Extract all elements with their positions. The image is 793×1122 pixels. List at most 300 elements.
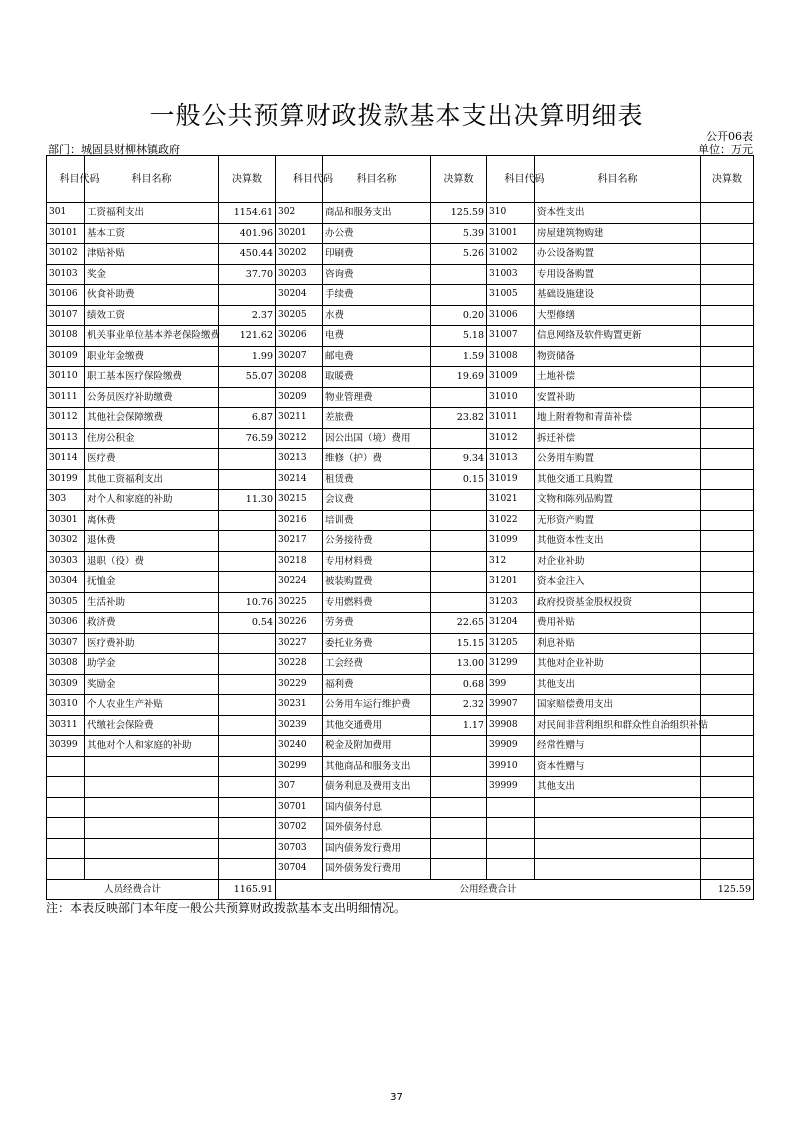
name-cell: 地上附着物和青苗补偿	[535, 408, 701, 429]
name-cell: 国外债务发行费用	[323, 859, 431, 880]
name-cell	[85, 797, 219, 818]
table-row	[47, 736, 754, 757]
name-cell: 公务用车运行维护费	[323, 695, 431, 716]
code-cell: 31019	[487, 469, 535, 490]
amount-cell: 2.37	[219, 305, 276, 326]
code-cell: 30302	[47, 531, 85, 552]
table-row	[47, 531, 754, 552]
name-cell: 水费	[323, 305, 431, 326]
table-row	[47, 818, 754, 839]
code-cell: 31099	[487, 531, 535, 552]
name-cell: 利息补贴	[535, 633, 701, 654]
code-cell: 30225	[276, 592, 323, 613]
name-cell: 租赁费	[323, 469, 431, 490]
code-cell: 31005	[487, 285, 535, 306]
table-row	[47, 203, 754, 224]
code-cell	[487, 818, 535, 839]
amount-cell	[431, 592, 487, 613]
code-cell: 30107	[47, 305, 85, 326]
amount-cell	[219, 838, 276, 859]
amount-cell: 6.87	[219, 408, 276, 429]
code-cell	[47, 818, 85, 839]
header-code-3	[487, 156, 545, 203]
amount-cell	[219, 285, 276, 306]
amount-cell: 1.17	[431, 715, 487, 736]
amount-cell	[431, 387, 487, 408]
code-cell: 30114	[47, 449, 85, 470]
name-cell: 咨询费	[323, 264, 431, 285]
header-amount-3: 决算数	[701, 156, 754, 203]
amount-cell: 1.59	[431, 346, 487, 367]
amount-cell	[219, 695, 276, 716]
name-cell: 差旅费	[323, 408, 431, 429]
name-cell: 无形资产购置	[535, 510, 701, 531]
name-cell: 基础设施建设	[535, 285, 701, 306]
code-cell	[47, 756, 85, 777]
name-cell: 信息网络及软件购置更新	[535, 326, 701, 347]
header-code-2	[276, 156, 333, 203]
code-cell: 30305	[47, 592, 85, 613]
public-total-label: 公用经费合计	[276, 879, 701, 900]
amount-cell	[701, 428, 754, 449]
name-cell: 物资储备	[535, 346, 701, 367]
code-cell: 31009	[487, 367, 535, 388]
table-row	[47, 305, 754, 326]
amount-cell	[701, 572, 754, 593]
code-cell: 30106	[47, 285, 85, 306]
name-cell: 邮电费	[323, 346, 431, 367]
name-cell: 其他交通费用	[323, 715, 431, 736]
amount-cell	[701, 264, 754, 285]
name-cell: 津贴补贴	[85, 244, 219, 265]
amount-cell: 5.18	[431, 326, 487, 347]
amount-cell: 0.68	[431, 674, 487, 695]
code-cell: 30216	[276, 510, 323, 531]
table-row	[47, 838, 754, 859]
header-row	[47, 156, 754, 203]
header-amount-1: 决算数	[219, 156, 276, 203]
code-cell: 31001	[487, 223, 535, 244]
name-cell	[85, 859, 219, 880]
code-cell: 30212	[276, 428, 323, 449]
code-cell: 30231	[276, 695, 323, 716]
table-row	[47, 264, 754, 285]
code-cell	[487, 838, 535, 859]
name-cell: 公务用车购置	[535, 449, 701, 470]
code-cell: 30208	[276, 367, 323, 388]
name-cell: 伙食补助费	[85, 285, 219, 306]
code-cell: 31003	[487, 264, 535, 285]
header-name-3: 科目名称	[535, 156, 701, 203]
name-cell: 培训费	[323, 510, 431, 531]
name-cell: 取暖费	[323, 367, 431, 388]
code-cell: 30202	[276, 244, 323, 265]
amount-cell	[701, 326, 754, 347]
name-cell: 政府投资基金股权投资	[535, 592, 701, 613]
amount-cell	[431, 756, 487, 777]
table-row	[47, 613, 754, 634]
name-cell: 公务员医疗补助缴费	[85, 387, 219, 408]
code-cell: 30209	[276, 387, 323, 408]
amount-cell	[219, 715, 276, 736]
amount-cell	[701, 613, 754, 634]
code-cell: 39907	[487, 695, 535, 716]
code-cell: 30103	[47, 264, 85, 285]
code-cell: 39999	[487, 777, 535, 798]
code-cell: 30229	[276, 674, 323, 695]
code-cell: 31203	[487, 592, 535, 613]
amount-cell	[701, 244, 754, 265]
code-cell	[487, 859, 535, 880]
code-cell: 31299	[487, 654, 535, 675]
code-cell: 39909	[487, 736, 535, 757]
code-cell: 31022	[487, 510, 535, 531]
amount-cell	[219, 736, 276, 757]
name-cell: 费用补贴	[535, 613, 701, 634]
code-cell: 31007	[487, 326, 535, 347]
name-cell: 办公费	[323, 223, 431, 244]
amount-cell	[701, 223, 754, 244]
name-cell: 退休费	[85, 531, 219, 552]
name-cell: 退职（役）费	[85, 551, 219, 572]
code-cell: 30301	[47, 510, 85, 531]
amount-cell	[431, 818, 487, 839]
name-cell: 助学金	[85, 654, 219, 675]
name-cell: 房屋建筑物购建	[535, 223, 701, 244]
code-cell: 31010	[487, 387, 535, 408]
name-cell: 其他资本性支出	[535, 531, 701, 552]
amount-cell	[701, 469, 754, 490]
name-cell	[85, 777, 219, 798]
amount-cell	[219, 387, 276, 408]
name-cell: 劳务费	[323, 613, 431, 634]
amount-cell	[701, 449, 754, 470]
name-cell: 职工基本医疗保险缴费	[85, 367, 219, 388]
code-cell: 30703	[276, 838, 323, 859]
name-cell: 国内债务发行费用	[323, 838, 431, 859]
name-cell: 救济费	[85, 613, 219, 634]
amount-cell	[701, 859, 754, 880]
code-cell: 30240	[276, 736, 323, 757]
code-cell	[47, 797, 85, 818]
amount-cell	[701, 797, 754, 818]
name-cell: 其他工资福利支出	[85, 469, 219, 490]
amount-cell	[219, 797, 276, 818]
code-cell: 30215	[276, 490, 323, 511]
amount-cell	[701, 654, 754, 675]
code-cell	[47, 777, 85, 798]
footnote: 注：本表反映部门本年度一般公共预算财政拨款基本支出明细情况。	[46, 901, 407, 915]
name-cell: 国内债务付息	[323, 797, 431, 818]
amount-cell	[219, 777, 276, 798]
name-cell: 专用材料费	[323, 551, 431, 572]
name-cell: 基本工资	[85, 223, 219, 244]
name-cell: 对个人和家庭的补助	[85, 490, 219, 511]
code-cell: 30704	[276, 859, 323, 880]
table-row	[47, 715, 754, 736]
code-cell: 30310	[47, 695, 85, 716]
code-cell: 30701	[276, 797, 323, 818]
amount-cell	[219, 449, 276, 470]
name-cell: 专用设备购置	[535, 264, 701, 285]
code-cell: 301	[47, 203, 85, 224]
code-cell	[47, 838, 85, 859]
name-cell: 职业年金缴费	[85, 346, 219, 367]
amount-cell	[431, 797, 487, 818]
code-cell: 30307	[47, 633, 85, 654]
table-row	[47, 674, 754, 695]
table-row	[47, 346, 754, 367]
code-cell: 30214	[276, 469, 323, 490]
amount-cell	[701, 695, 754, 716]
amount-cell: 0.15	[431, 469, 487, 490]
table-row	[47, 510, 754, 531]
amount-cell	[431, 531, 487, 552]
amount-cell	[431, 264, 487, 285]
name-cell: 其他对个人和家庭的补助	[85, 736, 219, 757]
name-cell: 公务接待费	[323, 531, 431, 552]
name-cell	[85, 818, 219, 839]
amount-cell: 0.54	[219, 613, 276, 634]
amount-cell: 23.82	[431, 408, 487, 429]
name-cell: 税金及附加费用	[323, 736, 431, 757]
name-cell: 工会经费	[323, 654, 431, 675]
code-cell: 30101	[47, 223, 85, 244]
header-code-text: 科目代码	[293, 173, 333, 185]
code-cell: 31012	[487, 428, 535, 449]
name-cell: 被装购置费	[323, 572, 431, 593]
table-row	[47, 756, 754, 777]
table-row	[47, 367, 754, 388]
code-cell: 30218	[276, 551, 323, 572]
name-cell	[85, 838, 219, 859]
name-cell: 对企业补助	[535, 551, 701, 572]
code-cell	[47, 859, 85, 880]
header-name-2: 科目名称	[323, 156, 431, 203]
amount-cell	[701, 367, 754, 388]
name-cell: 经常性赠与	[535, 736, 701, 757]
code-cell: 31013	[487, 449, 535, 470]
code-cell: 30211	[276, 408, 323, 429]
table-row	[47, 695, 754, 716]
amount-cell	[701, 715, 754, 736]
code-cell: 30227	[276, 633, 323, 654]
code-cell: 30306	[47, 613, 85, 634]
name-cell: 其他支出	[535, 674, 701, 695]
amount-cell	[701, 633, 754, 654]
amount-cell: 22.65	[431, 613, 487, 634]
header-amount-2: 决算数	[431, 156, 487, 203]
name-cell: 其他对企业补助	[535, 654, 701, 675]
code-cell: 30228	[276, 654, 323, 675]
name-cell: 文物和陈列品购置	[535, 490, 701, 511]
amount-cell: 121.62	[219, 326, 276, 347]
code-cell: 31002	[487, 244, 535, 265]
amount-cell	[431, 428, 487, 449]
amount-cell: 2.32	[431, 695, 487, 716]
amount-cell	[219, 510, 276, 531]
code-cell: 31021	[487, 490, 535, 511]
amount-cell	[431, 572, 487, 593]
amount-cell	[219, 756, 276, 777]
code-cell: 30309	[47, 674, 85, 695]
table-row	[47, 572, 754, 593]
code-cell: 399	[487, 674, 535, 695]
code-cell: 31204	[487, 613, 535, 634]
amount-cell	[701, 551, 754, 572]
amount-cell: 9.34	[431, 449, 487, 470]
amount-cell: 11.30	[219, 490, 276, 511]
amount-cell	[701, 346, 754, 367]
name-cell: 国外债务付息	[323, 818, 431, 839]
page-title: 一般公共预算财政拨款基本支出决算明细表	[149, 101, 644, 130]
code-cell: 30304	[47, 572, 85, 593]
table-row	[47, 551, 754, 572]
amount-cell	[701, 531, 754, 552]
amount-cell	[701, 818, 754, 839]
amount-cell	[701, 305, 754, 326]
table-row	[47, 797, 754, 818]
amount-cell: 450.44	[219, 244, 276, 265]
code-cell: 30206	[276, 326, 323, 347]
amount-cell: 1154.61	[219, 203, 276, 224]
amount-cell	[431, 285, 487, 306]
name-cell: 资本金注入	[535, 572, 701, 593]
page-number: 37	[390, 1092, 403, 1103]
name-cell	[535, 818, 701, 839]
name-cell: 对民间非营利组织和群众性自治组织补贴	[535, 715, 701, 736]
amount-cell: 5.26	[431, 244, 487, 265]
name-cell: 印刷费	[323, 244, 431, 265]
amount-cell	[431, 859, 487, 880]
table-row	[47, 244, 754, 265]
amount-cell: 5.39	[431, 223, 487, 244]
amount-cell: 10.76	[219, 592, 276, 613]
table-row	[47, 859, 754, 880]
amount-cell	[701, 408, 754, 429]
total-row	[47, 879, 754, 900]
code-cell: 30226	[276, 613, 323, 634]
name-cell: 资本性赠与	[535, 756, 701, 777]
name-cell: 安置补助	[535, 387, 701, 408]
amount-cell	[219, 633, 276, 654]
name-cell: 医疗费补助	[85, 633, 219, 654]
name-cell: 工资福利支出	[85, 203, 219, 224]
code-cell: 30217	[276, 531, 323, 552]
code-cell: 30311	[47, 715, 85, 736]
header-code-1	[47, 156, 100, 203]
code-cell: 303	[47, 490, 85, 511]
code-cell: 30199	[47, 469, 85, 490]
code-cell: 30112	[47, 408, 85, 429]
amount-cell	[701, 756, 754, 777]
name-cell: 绩效工资	[85, 305, 219, 326]
code-cell: 30113	[47, 428, 85, 449]
code-cell: 30207	[276, 346, 323, 367]
table-row	[47, 223, 754, 244]
name-cell: 住房公积金	[85, 428, 219, 449]
name-cell: 抚恤金	[85, 572, 219, 593]
table-row	[47, 592, 754, 613]
code-cell: 307	[276, 777, 323, 798]
code-cell: 30111	[47, 387, 85, 408]
name-cell	[535, 859, 701, 880]
name-cell: 物业管理费	[323, 387, 431, 408]
code-cell: 30299	[276, 756, 323, 777]
code-cell: 30201	[276, 223, 323, 244]
name-cell: 手续费	[323, 285, 431, 306]
name-cell: 拆迁补偿	[535, 428, 701, 449]
amount-cell: 1.99	[219, 346, 276, 367]
code-cell: 31008	[487, 346, 535, 367]
table-row	[47, 387, 754, 408]
amount-cell	[219, 531, 276, 552]
code-cell: 31201	[487, 572, 535, 593]
amount-cell	[431, 490, 487, 511]
code-cell: 30109	[47, 346, 85, 367]
name-cell: 生活补助	[85, 592, 219, 613]
name-cell: 医疗费	[85, 449, 219, 470]
unit-label: 单位：万元	[698, 143, 753, 156]
name-cell: 电费	[323, 326, 431, 347]
code-cell: 302	[276, 203, 323, 224]
code-cell: 30102	[47, 244, 85, 265]
table-row	[47, 408, 754, 429]
name-cell: 个人农业生产补贴	[85, 695, 219, 716]
amount-cell: 125.59	[431, 203, 487, 224]
name-cell: 其他支出	[535, 777, 701, 798]
name-cell: 机关事业单位基本养老保险缴费	[85, 326, 219, 347]
code-cell: 30204	[276, 285, 323, 306]
header-name-1: 科目名称	[85, 156, 219, 203]
name-cell: 商品和服务支出	[323, 203, 431, 224]
amount-cell	[701, 285, 754, 306]
personnel-total-value: 1165.91	[219, 879, 276, 900]
header-code-text: 科目代码	[504, 173, 545, 185]
amount-cell	[219, 551, 276, 572]
amount-cell	[219, 654, 276, 675]
code-cell: 30213	[276, 449, 323, 470]
table-row	[47, 654, 754, 675]
amount-cell	[431, 551, 487, 572]
name-cell: 土地补偿	[535, 367, 701, 388]
code-cell: 30224	[276, 572, 323, 593]
amount-cell	[701, 490, 754, 511]
table-row	[47, 490, 754, 511]
amount-cell	[219, 859, 276, 880]
personnel-total-label: 人员经费合计	[47, 879, 219, 900]
name-cell: 维修（护）费	[323, 449, 431, 470]
amount-cell	[219, 818, 276, 839]
header-code-text: 科目代码	[59, 173, 100, 185]
code-cell: 30239	[276, 715, 323, 736]
name-cell: 其他商品和服务支出	[323, 756, 431, 777]
name-cell: 代缴社会保险费	[85, 715, 219, 736]
table-row	[47, 777, 754, 798]
name-cell: 资本性支出	[535, 203, 701, 224]
code-cell: 39908	[487, 715, 535, 736]
code-cell: 30399	[47, 736, 85, 757]
code-cell: 39910	[487, 756, 535, 777]
code-cell	[487, 797, 535, 818]
name-cell: 国家赔偿费用支出	[535, 695, 701, 716]
name-cell: 专用燃料费	[323, 592, 431, 613]
amount-cell	[431, 777, 487, 798]
public-total-value: 125.59	[701, 879, 754, 900]
amount-cell: 401.96	[219, 223, 276, 244]
code-cell: 30203	[276, 264, 323, 285]
name-cell: 奖励金	[85, 674, 219, 695]
